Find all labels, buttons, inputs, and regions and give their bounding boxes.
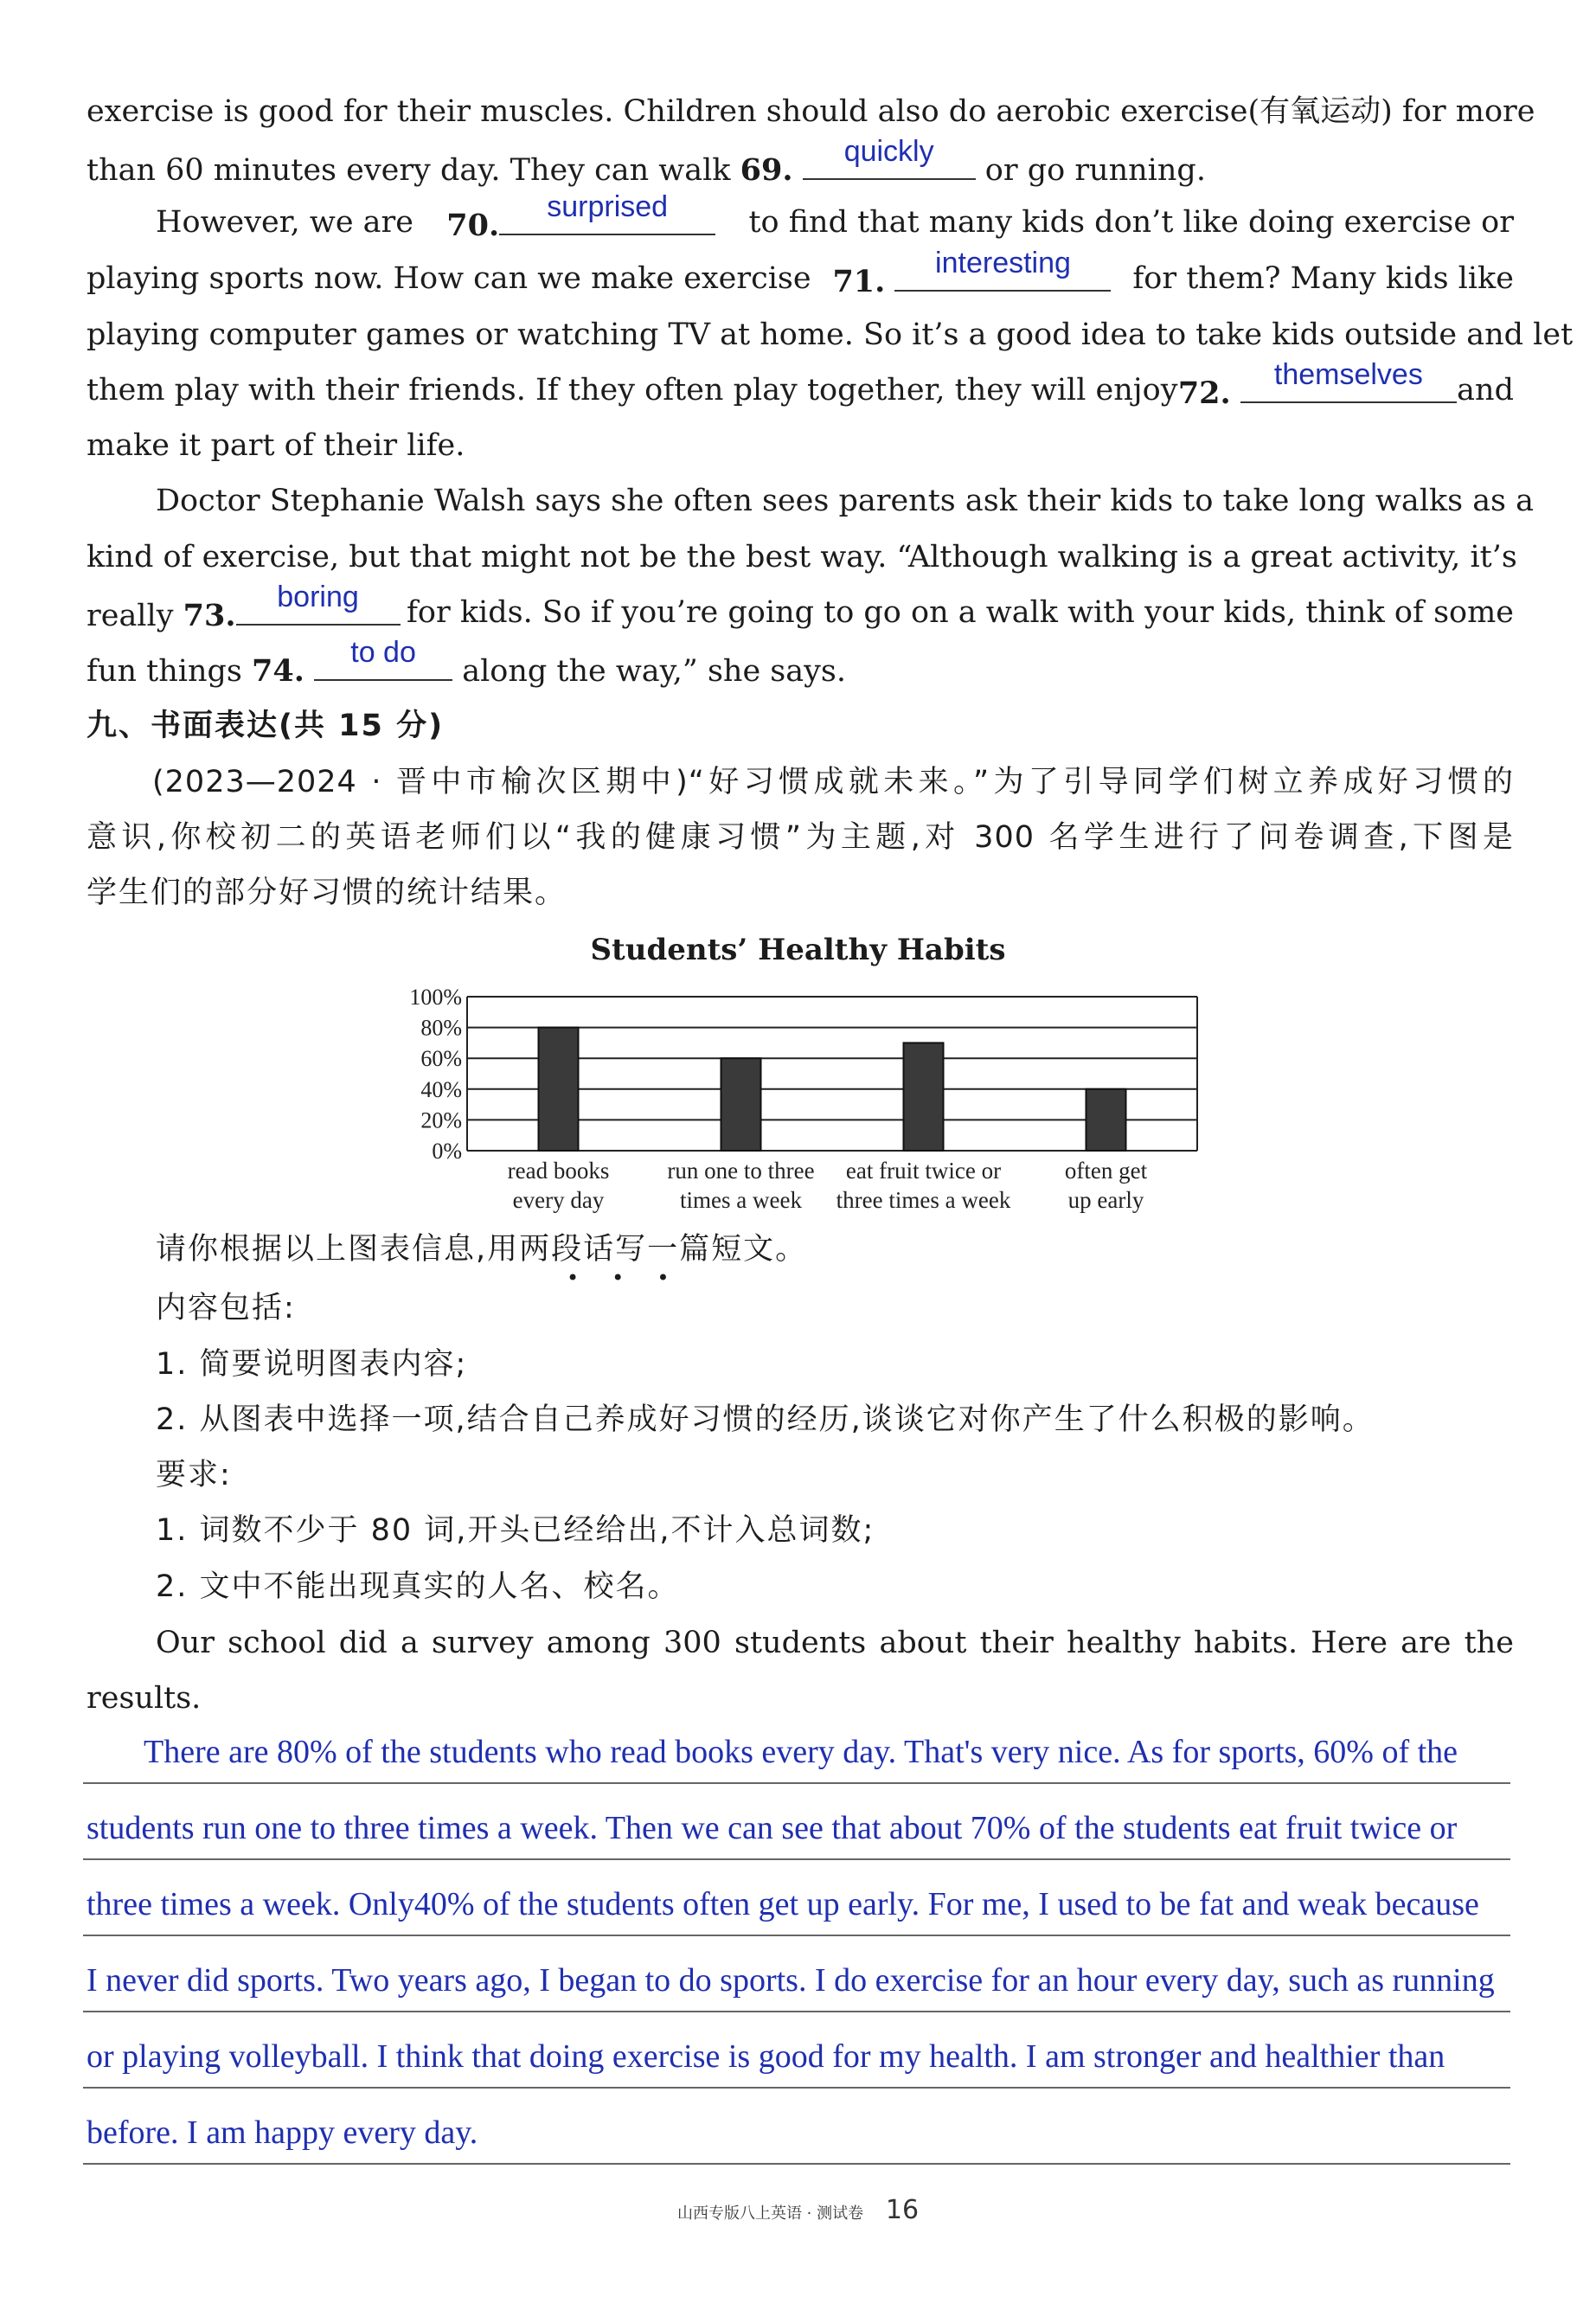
- page-number: 16: [885, 2195, 920, 2225]
- question-number: 74.: [252, 653, 304, 689]
- footer-label: 山西专版八上英语 · 测试卷: [676, 2204, 864, 2223]
- content-item: 2. 从图表中选择一项,结合自己养成好习惯的经历,谈谈它对你产生了什么积极的影响。: [156, 1402, 1375, 1437]
- page-footer: [0, 2195, 1596, 2225]
- passage-line: fun things 74. to do along the way,” she says.: [87, 636, 846, 689]
- answer-blank[interactable]: [894, 247, 1111, 292]
- bar: [539, 1028, 579, 1151]
- passage-line: playing computer games or watching TV at home. So it’s a good idea to take kids outside and let: [87, 318, 1574, 352]
- question-number: 73.: [183, 598, 236, 633]
- requirement-item: 1. 词数不少于 80 词,开头已经给出,不计入总词数;: [156, 1513, 875, 1548]
- chart-title: Students’ Healthy Habits: [590, 933, 1006, 967]
- answer-text: interesting: [935, 247, 1071, 279]
- passage-line: than 60 minutes every day. They can walk 69. quickly or go running.: [87, 135, 1206, 188]
- passage-line: exercise is good for their muscles. Children should also do aerobic exercise(有氧运动) for more: [87, 94, 1535, 129]
- x-tick-label: three times a week: [836, 1187, 1011, 1213]
- question-number: 70.: [446, 208, 500, 243]
- question-number: 72.: [1177, 375, 1231, 411]
- bar: [1086, 1089, 1126, 1151]
- y-tick-label: 80%: [420, 1015, 462, 1041]
- x-tick-label: times a week: [680, 1187, 802, 1213]
- x-tick-label: every day: [512, 1187, 605, 1213]
- answer-blank[interactable]: [803, 135, 976, 180]
- answer-text: quickly: [843, 135, 934, 168]
- answer-blank[interactable]: [314, 636, 452, 681]
- x-tick-label: often get: [1064, 1158, 1148, 1184]
- answer-blank[interactable]: [499, 190, 715, 235]
- passage-line: really 73. boring for kids. So if you’re going to go on a walk with your kids, think of some: [87, 581, 1514, 633]
- passage-line: make it part of their life.: [87, 428, 465, 463]
- answer-text: boring: [277, 581, 359, 613]
- bar: [904, 1043, 944, 1151]
- x-tick-label: read books: [507, 1158, 610, 1184]
- essay-opening: results.: [87, 1681, 202, 1716]
- content-item: 1. 简要说明图表内容;: [156, 1347, 468, 1382]
- question-number: 71.: [832, 264, 886, 299]
- x-tick-label: eat fruit twice or: [845, 1158, 1002, 1184]
- passage-line: Doctor Stephanie Walsh says she often sees parents ask their kids to take long walks as a: [156, 484, 1535, 518]
- y-tick-label: 0%: [432, 1139, 462, 1164]
- answer-blank[interactable]: [236, 581, 401, 626]
- essay-text-line: or playing volleyball. I think that doing exercise is good for my health. I am stronger and healthier than: [87, 2038, 1445, 2075]
- section-intro: 学生们的部分好习惯的统计结果。: [87, 876, 567, 910]
- y-tick-label: 100%: [409, 985, 462, 1010]
- essay-text-line: before. I am happy every day.: [87, 2114, 478, 2151]
- answer-text: to do: [350, 636, 416, 669]
- answer-blank[interactable]: [1240, 358, 1457, 403]
- essay-text-line: I never did sports. Two years ago, I began to do sports. I do exercise for an hour every day, such as running: [87, 1962, 1495, 1999]
- x-tick-label: up early: [1067, 1187, 1144, 1213]
- y-tick-label: 20%: [420, 1107, 462, 1133]
- section-intro: 意识,你校初二的英语老师们以“我的健康习惯”为主题,对 300 名学生进行了问卷调查,下图是: [87, 820, 1514, 855]
- essay-text-line: There are 80% of the students who read books every day. That's very nice. As for sports, 60% of the: [144, 1734, 1458, 1770]
- essay-text-line: students run one to three times a week. Then we can see that about 70% of the students eat fruit twice or: [87, 1810, 1458, 1846]
- answer-text: themselves: [1273, 358, 1423, 391]
- y-tick-label: 40%: [420, 1076, 462, 1102]
- section-heading: 九、书面表达(共 15 分): [87, 709, 445, 743]
- question-number: 69.: [740, 152, 793, 188]
- passage-line: However, we are 70. surprised to find that many kids don’t like doing exercise or: [156, 190, 1514, 243]
- content-label: 内容包括:: [156, 1291, 296, 1325]
- passage-line: playing sports now. How can we make exercise 71. interesting for them? Many kids like: [87, 247, 1514, 299]
- requirement-item: 2. 文中不能出现真实的人名、校名。: [156, 1569, 680, 1604]
- passage-line: kind of exercise, but that might not be the best way. “Although walking is a great activity, it’s: [87, 540, 1517, 574]
- task-instruction: 请你根据以上图表信息,用两段话写一篇短文。: [156, 1232, 808, 1267]
- bar: [721, 1058, 761, 1151]
- y-tick-label: 60%: [420, 1046, 462, 1072]
- requirement-label: 要求:: [156, 1458, 232, 1492]
- section-intro: (2023—2024 · 晋中市榆次区期中)“好习惯成就未来。”为了引导同学们树立养成好习惯的: [152, 765, 1514, 799]
- essay-opening: Our school did a survey among 300 students about their healthy habits. Here are the: [156, 1626, 1514, 1660]
- emphasis-dots: •••: [567, 1266, 702, 1290]
- passage-line: them play with their friends. If they often play together, they will enjoy 72. themselves and: [87, 358, 1514, 411]
- x-tick-label: run one to three: [667, 1158, 815, 1184]
- answer-text: surprised: [547, 190, 669, 223]
- essay-text-line: three times a week. Only40% of the students often get up early. For me, I used to be fat and weak because: [87, 1886, 1479, 1922]
